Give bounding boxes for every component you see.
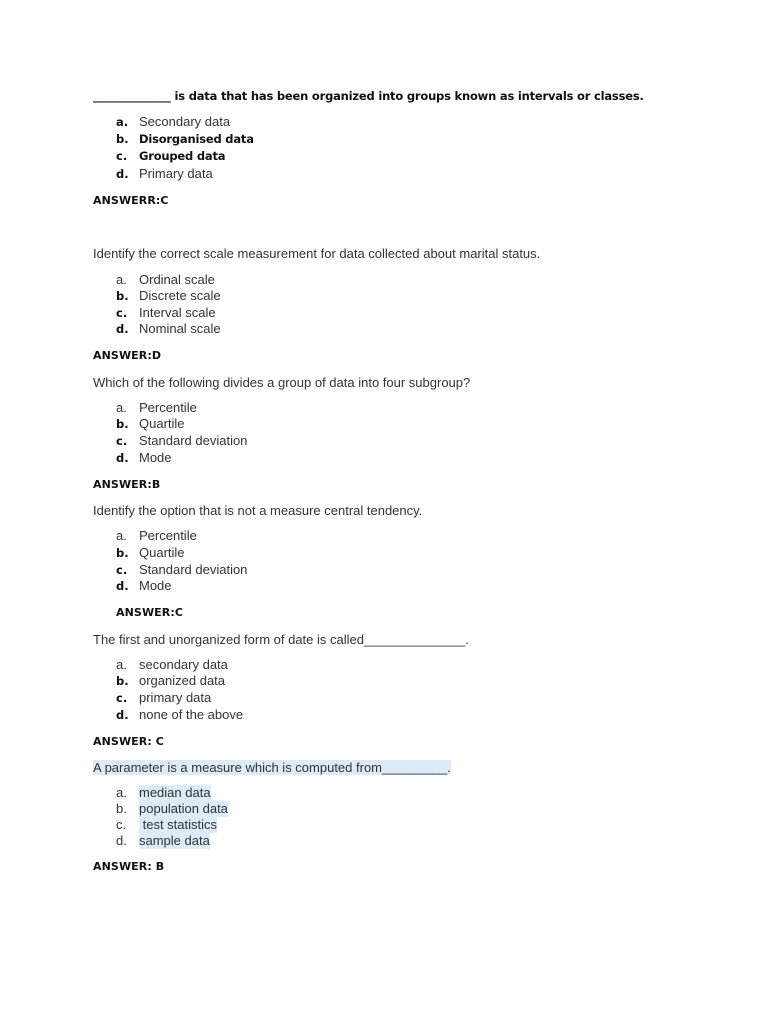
question-2-prompt: Identify the correct scale measurement for data collected about marital status. xyxy=(93,246,541,261)
option-text: primary data xyxy=(139,690,212,705)
option-text: Quartile xyxy=(139,416,185,431)
question-1-answer: ANSWERR:C xyxy=(93,194,169,207)
option-text: organized data xyxy=(139,673,226,688)
option-letter: a. xyxy=(116,528,127,543)
option-text: Mode xyxy=(139,578,172,593)
option-text: Discrete scale xyxy=(139,288,221,303)
option-letter: b. xyxy=(116,289,129,303)
option-letter: c. xyxy=(116,563,128,577)
option-text: Percentile xyxy=(139,400,197,415)
option-letter: d. xyxy=(116,167,129,181)
option-text: Disorganised data xyxy=(139,132,254,146)
option-text: population data xyxy=(139,801,228,816)
question-2-answer: ANSWER:D xyxy=(93,349,162,362)
question-3-answer: ANSWER:B xyxy=(93,478,161,491)
question-1-prompt: ______________ is data that has been organized into groups known as intervals or classes. xyxy=(93,89,644,103)
option-text: median data xyxy=(139,785,211,800)
option-letter: b. xyxy=(116,132,129,146)
option-text: sample data xyxy=(139,833,210,848)
highlighted-text: A parameter is a measure which is computed from_________. xyxy=(93,760,451,775)
option-text: Quartile xyxy=(139,545,185,560)
option-text: none of the above xyxy=(139,707,244,722)
option-letter: b. xyxy=(116,801,127,816)
option-letter: c. xyxy=(116,691,128,705)
option-letter: d. xyxy=(116,833,127,848)
option-text: Standard deviation xyxy=(139,433,248,448)
question-5-prompt: The first and unorganized form of date is called______________. xyxy=(93,632,469,647)
option-text: secondary data xyxy=(139,657,228,672)
option-letter: a. xyxy=(116,657,127,672)
option-text: Ordinal scale xyxy=(139,272,215,287)
option-letter: c. xyxy=(116,817,127,832)
option-text: Primary data xyxy=(139,166,213,181)
option-text: test statistics xyxy=(139,817,218,832)
option-letter: c. xyxy=(116,434,128,448)
question-6-prompt xyxy=(93,760,451,776)
option-letter: d. xyxy=(116,579,129,593)
option-letter: d. xyxy=(116,708,129,722)
question-3-prompt: Which of the following divides a group of data into four subgroup? xyxy=(93,375,471,390)
option-text: Grouped data xyxy=(139,149,226,163)
question-4-prompt: Identify the option that is not a measure central tendency. xyxy=(93,503,423,518)
option-letter: a. xyxy=(116,785,127,800)
option-letter: a. xyxy=(116,400,127,415)
option-text: Percentile xyxy=(139,528,197,543)
question-4-answer: ANSWER:C xyxy=(116,606,184,619)
option-letter: a. xyxy=(116,272,127,287)
option-letter: d. xyxy=(116,322,129,336)
option-text: Mode xyxy=(139,450,172,465)
option-text: Interval scale xyxy=(139,305,216,320)
option-text: Nominal scale xyxy=(139,321,221,336)
option-letter: c. xyxy=(116,306,128,320)
option-letter: b. xyxy=(116,674,129,688)
option-letter: b. xyxy=(116,417,129,431)
question-5-answer: ANSWER: C xyxy=(93,735,164,748)
option-letter: d. xyxy=(116,451,129,465)
question-6-answer: ANSWER: B xyxy=(93,860,165,873)
option-text: Standard deviation xyxy=(139,562,248,577)
option-text: Secondary data xyxy=(139,114,231,129)
option-letter: c. xyxy=(116,149,128,163)
option-letter: a. xyxy=(116,115,129,129)
option-letter: b. xyxy=(116,546,129,560)
